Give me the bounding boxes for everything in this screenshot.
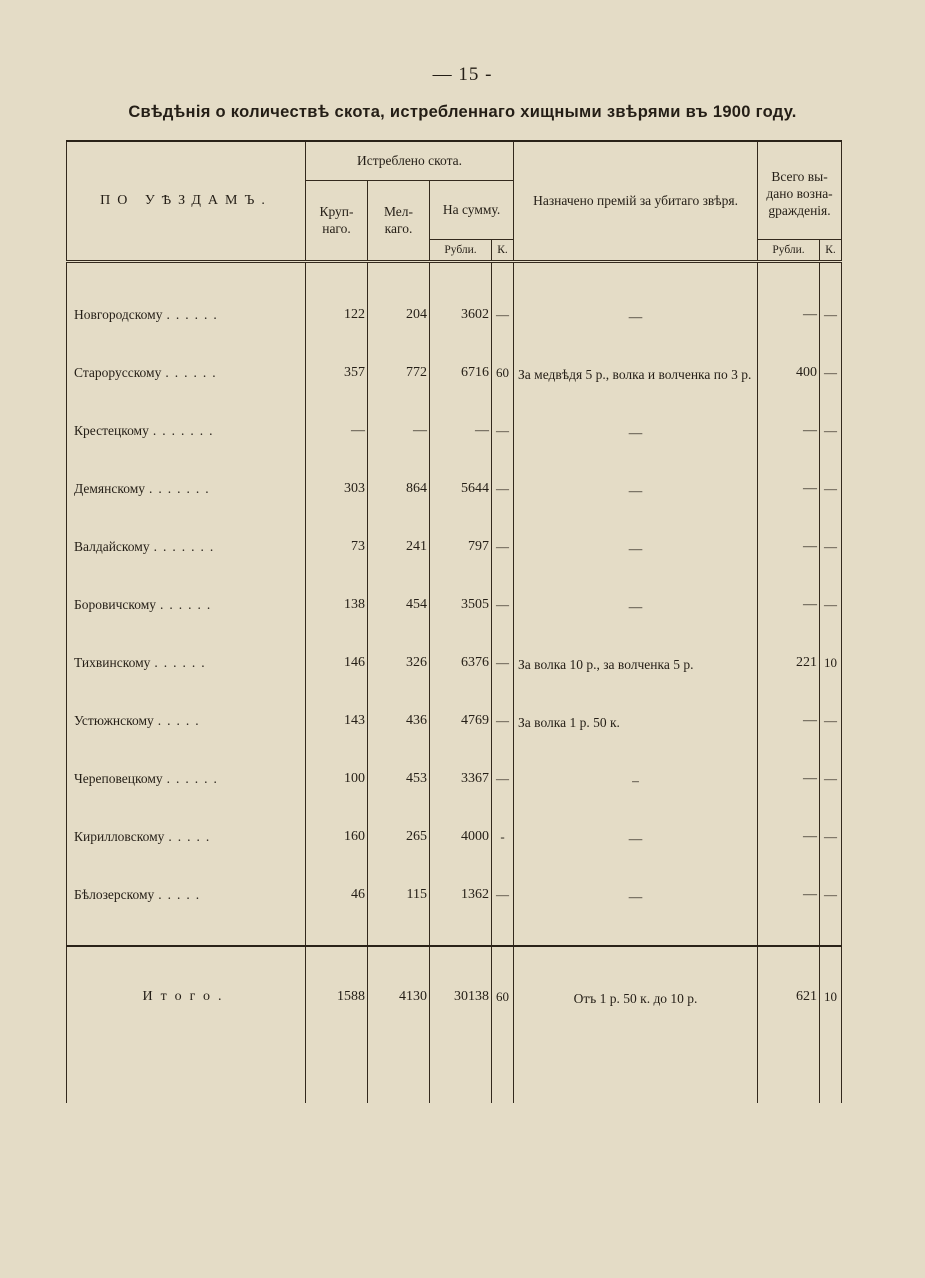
total-sum-kopecks: 60: [492, 946, 514, 1063]
leader-dots: ......: [154, 655, 211, 670]
sum-kopecks: —: [492, 887, 514, 946]
leader-dots: .....: [158, 887, 206, 902]
sum-rubles: —: [430, 423, 492, 481]
premium-text: —: [514, 307, 758, 365]
premium-text: —: [514, 539, 758, 597]
district-name: Валдайскому: [74, 539, 150, 554]
award-kopecks: —: [820, 423, 842, 481]
district-name: Старорусскому: [74, 365, 162, 380]
premium-text: —: [514, 481, 758, 539]
leader-dots: .....: [168, 829, 216, 844]
small-count: 454: [368, 597, 430, 655]
sum-kopecks: -: [492, 829, 514, 887]
livestock-losses-table: [66, 140, 842, 1103]
sum-rubles-header: Рубли.: [430, 240, 492, 262]
district-name: Демянскому: [74, 481, 145, 496]
total-large-count: 1588: [306, 946, 368, 1063]
award-rubles: —: [758, 771, 820, 829]
premium-text: —: [514, 423, 758, 481]
large-count: 100: [306, 771, 368, 829]
table-row: [67, 597, 842, 655]
award-rubles: —: [758, 423, 820, 481]
award-kopecks: —: [820, 829, 842, 887]
sum-kopecks: —: [492, 481, 514, 539]
large-count: 303: [306, 481, 368, 539]
table-row: [67, 539, 842, 597]
small-count: 265: [368, 829, 430, 887]
award-kopecks: —: [820, 307, 842, 365]
table-row: [67, 771, 842, 829]
district-name: Устюжнскому: [74, 713, 154, 728]
award-rubles: —: [758, 713, 820, 771]
table-row: [67, 829, 842, 887]
premium-text: За медвѣдя 5 р., волка и волченка по 3 р.: [514, 365, 758, 423]
large-count: 138: [306, 597, 368, 655]
total-premium-text: Отъ 1 р. 50 к. до 10 р.: [514, 946, 758, 1063]
district-name: Череповецкому: [74, 771, 163, 786]
sum-rubles: 6376: [430, 655, 492, 713]
award-rubles: 400: [758, 365, 820, 423]
destroyed-livestock-header: Истреблено скота.: [306, 141, 514, 181]
award-kopecks: 10: [820, 655, 842, 713]
total-label: Итого.: [67, 946, 306, 1063]
table-row: [67, 655, 842, 713]
leader-dots: ......: [166, 771, 223, 786]
page-number: — 15 -: [432, 64, 493, 85]
district-name: Новгородскому: [74, 307, 163, 322]
premium-text: —: [514, 597, 758, 655]
award-rubles: 221: [758, 655, 820, 713]
district-name: Боровичскому: [74, 597, 157, 612]
premium-text: —: [514, 829, 758, 887]
award-rubles: —: [758, 597, 820, 655]
award-kopecks: —: [820, 481, 842, 539]
award-kopecks: —: [820, 365, 842, 423]
sum-rubles: 3505: [430, 597, 492, 655]
sum-kopecks: 60: [492, 365, 514, 423]
large-count: 73: [306, 539, 368, 597]
large-count: 46: [306, 887, 368, 946]
large-count: 143: [306, 713, 368, 771]
table-row: [67, 365, 842, 423]
table-row: [67, 307, 842, 365]
table-row: [67, 887, 842, 946]
sum-rubles: 3602: [430, 307, 492, 365]
leader-dots: ......: [165, 365, 222, 380]
award-rubles: —: [758, 481, 820, 539]
premium-text: За волка 10 р., за волченка 5 р.: [514, 655, 758, 713]
award-kopecks: —: [820, 713, 842, 771]
small-count: 864: [368, 481, 430, 539]
sum-rubles: 797: [430, 539, 492, 597]
leader-dots: ......: [166, 307, 223, 322]
district-name: Тихвинскому: [74, 655, 151, 670]
leader-dots: .......: [152, 423, 219, 438]
award-kopecks-header: К.: [820, 240, 842, 262]
small-count: 241: [368, 539, 430, 597]
sum-header: На сумму.: [430, 181, 514, 240]
premium-text: За волка 1 р. 50 к.: [514, 713, 758, 771]
small-count: 204: [368, 307, 430, 365]
sum-kopecks: —: [492, 713, 514, 771]
leader-dots: .....: [157, 713, 205, 728]
small-count: —: [368, 423, 430, 481]
award-rubles: —: [758, 307, 820, 365]
sum-rubles: 6716: [430, 365, 492, 423]
award-kopecks: —: [820, 597, 842, 655]
table-row: [67, 481, 842, 539]
small-count: 772: [368, 365, 430, 423]
district-column-header: ПО УѢЗДАМЪ.: [67, 141, 306, 262]
award-kopecks: —: [820, 539, 842, 597]
table-row: [67, 423, 842, 481]
leader-dots: .......: [149, 481, 215, 496]
leader-dots: ......: [160, 597, 217, 612]
district-name: Кирилловскому: [74, 829, 165, 844]
sum-kopecks: —: [492, 597, 514, 655]
award-kopecks: —: [820, 771, 842, 829]
small-livestock-header: Мел- каго.: [368, 181, 430, 262]
page-title: Свѣдѣнія о количествѣ скота, истребленнаго хищными звѣрями въ 1900 году.: [128, 103, 797, 121]
award-rubles: —: [758, 887, 820, 946]
total-award-rubles: 621: [758, 946, 820, 1063]
sum-rubles: 4000: [430, 829, 492, 887]
large-count: 122: [306, 307, 368, 365]
premium-text: –: [514, 771, 758, 829]
premium-text: —: [514, 887, 758, 946]
sum-rubles: 5644: [430, 481, 492, 539]
sum-kopecks: —: [492, 423, 514, 481]
sum-rubles: 4769: [430, 713, 492, 771]
sum-rubles: 3367: [430, 771, 492, 829]
large-count: 146: [306, 655, 368, 713]
large-count: —: [306, 423, 368, 481]
small-count: 115: [368, 887, 430, 946]
award-rubles-header: Рубли.: [758, 240, 820, 262]
sum-kopecks: —: [492, 539, 514, 597]
total-sum-rubles: 30138: [430, 946, 492, 1063]
award-rubles: —: [758, 539, 820, 597]
small-count: 453: [368, 771, 430, 829]
sum-kopecks: —: [492, 655, 514, 713]
premium-column-header: Назначено премій за убитаго звѣря.: [514, 141, 758, 262]
total-awards-header: Всего вы- дано возна- gражденія.: [758, 141, 842, 240]
total-row: [67, 946, 842, 1063]
large-livestock-header: Круп- наго.: [306, 181, 368, 262]
sum-kopecks: —: [492, 771, 514, 829]
district-name: Крестецкому: [74, 423, 149, 438]
total-award-kopecks: 10: [820, 946, 842, 1063]
large-count: 357: [306, 365, 368, 423]
sum-kopecks: —: [492, 307, 514, 365]
total-small-count: 4130: [368, 946, 430, 1063]
small-count: 436: [368, 713, 430, 771]
award-rubles: —: [758, 829, 820, 887]
small-count: 326: [368, 655, 430, 713]
leader-dots: .......: [153, 539, 220, 554]
sum-kopecks-header: К.: [492, 240, 514, 262]
table-row: [67, 713, 842, 771]
district-name: Бѣлозерскому: [74, 887, 155, 902]
award-kopecks: —: [820, 887, 842, 946]
sum-rubles: 1362: [430, 887, 492, 946]
large-count: 160: [306, 829, 368, 887]
